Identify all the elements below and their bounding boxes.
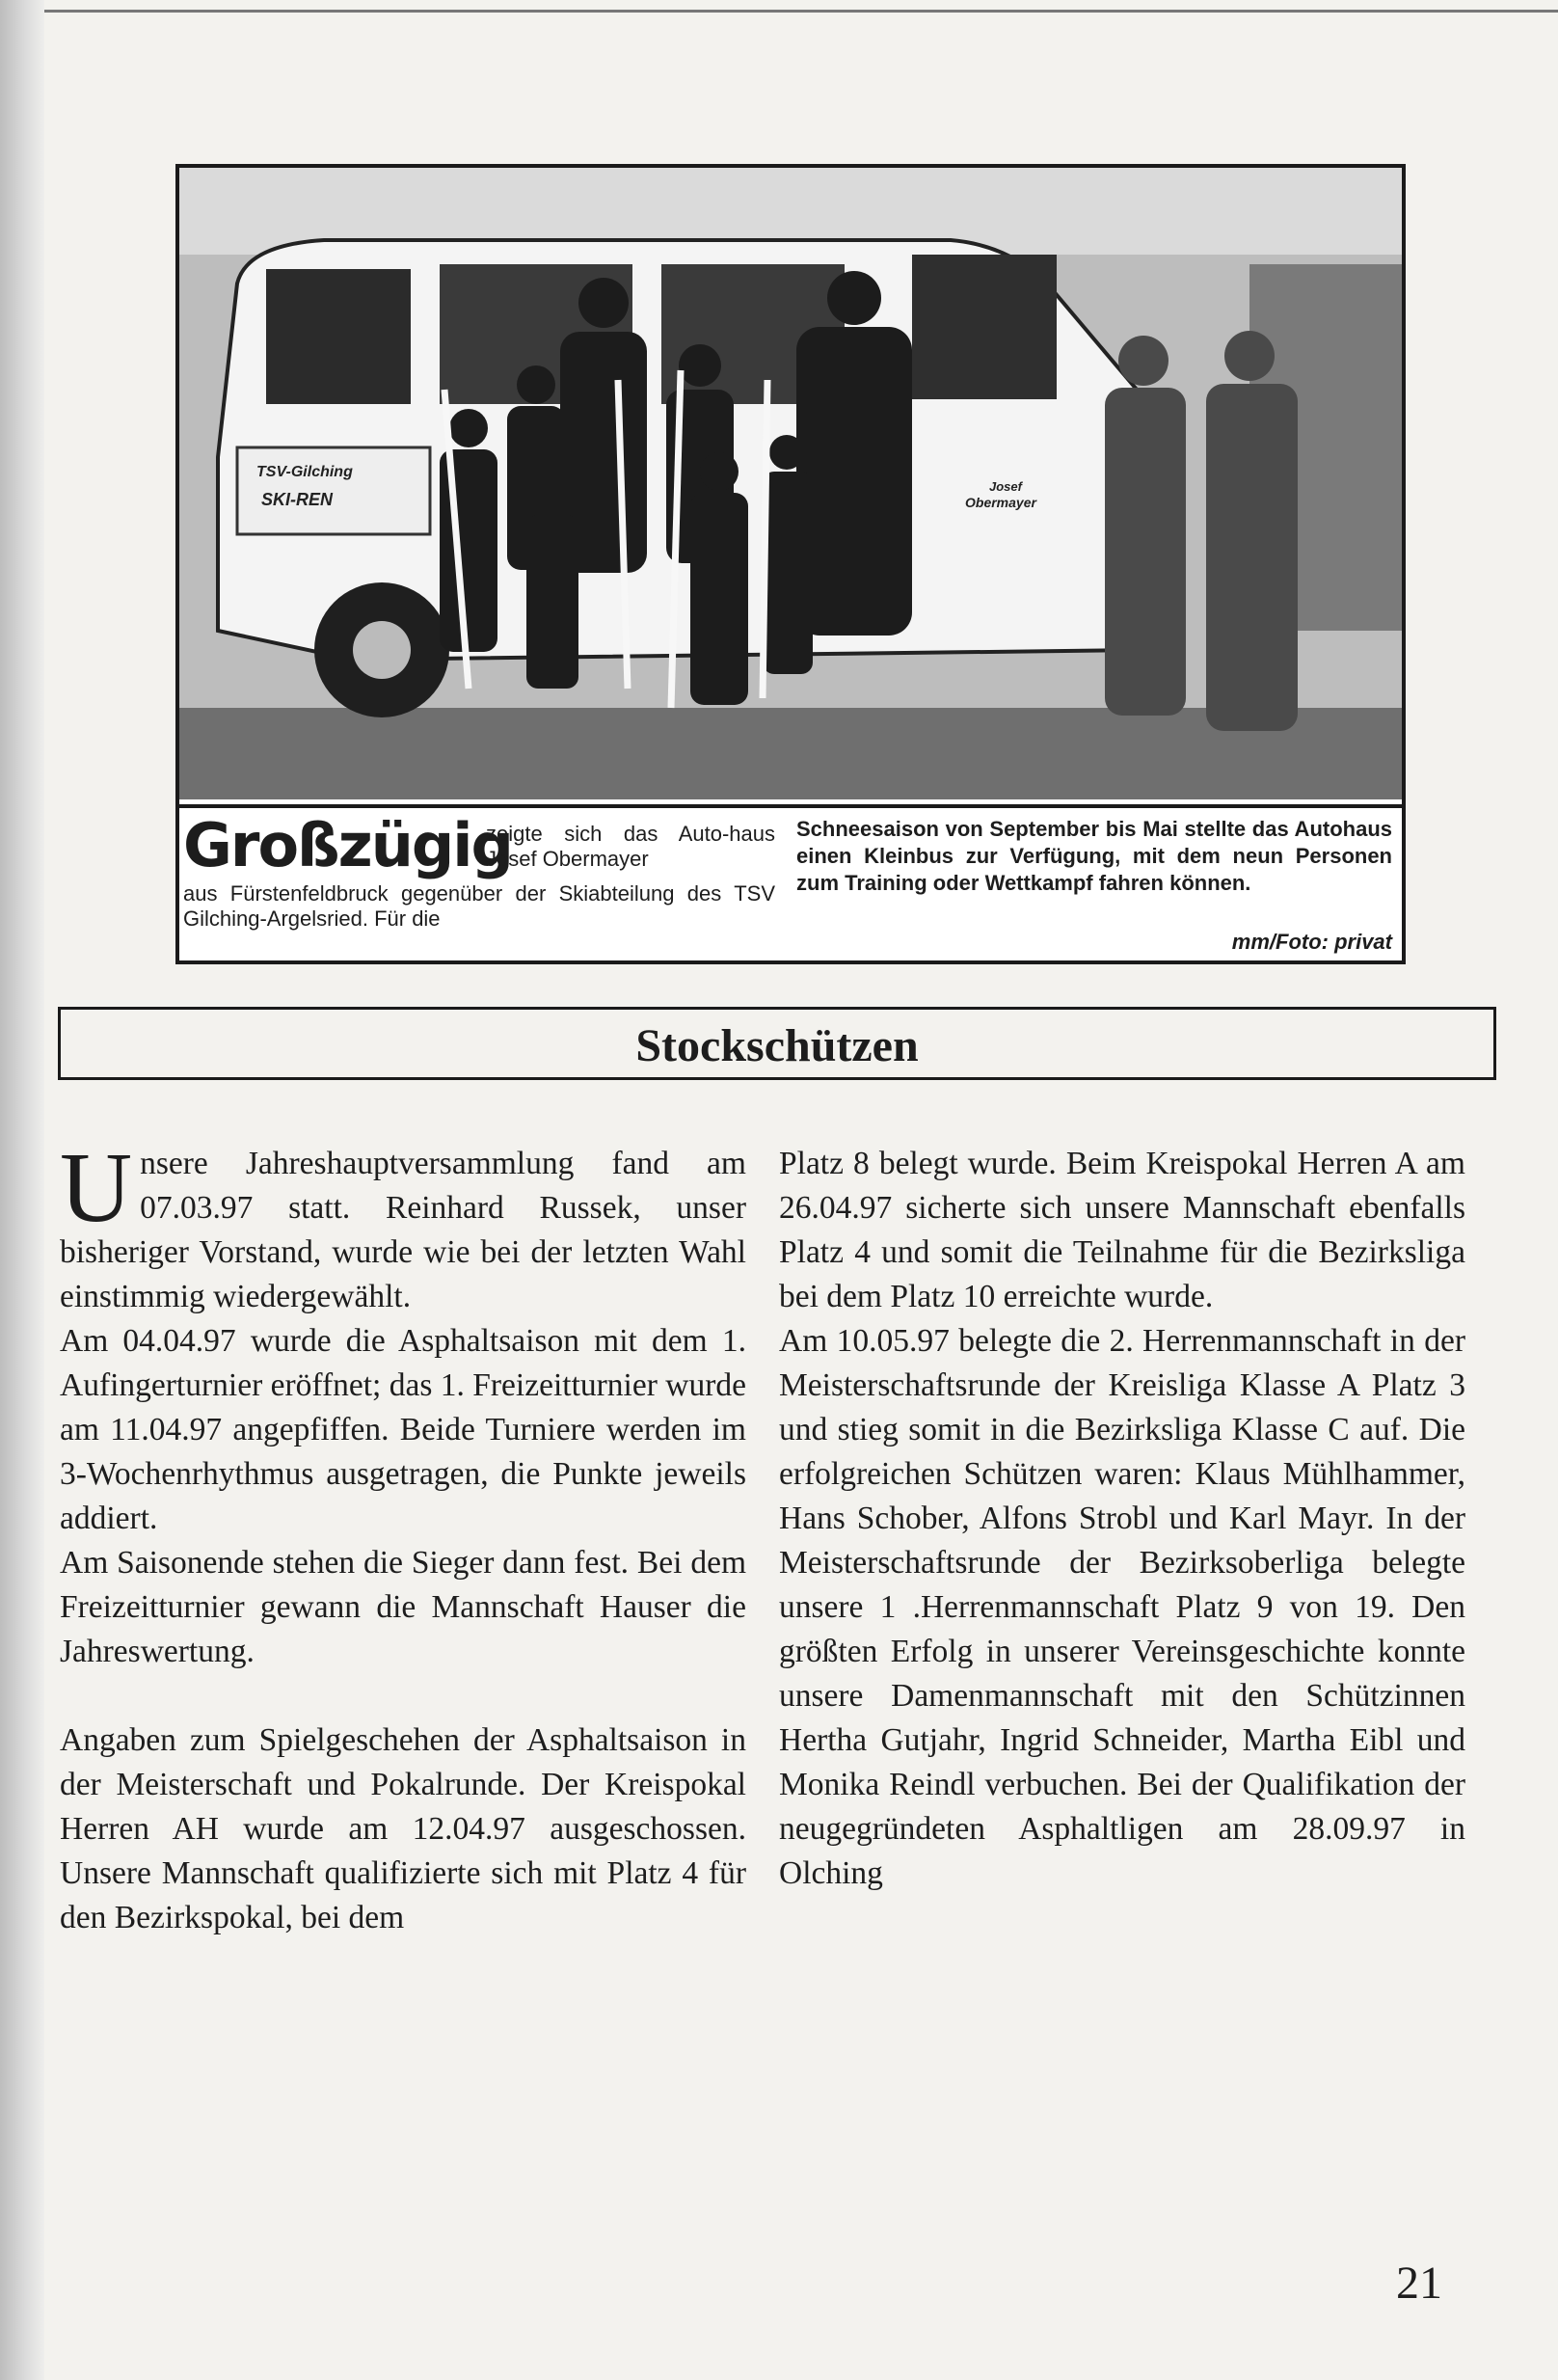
caption-first-lines: zeigte sich das Auto-haus Josef Obermayer	[486, 822, 775, 871]
photo-minibus-group	[179, 168, 1402, 799]
paragraph-3: Am Saisonende stehen die Sieger dann fest. Bei dem Freizeitturnier gewann die Mannschaft Hauser die Jahreswertung.	[60, 1545, 746, 1669]
section-title: Stockschützen	[635, 1020, 919, 1071]
paragraph-2: Am 04.04.97 wurde die Asphaltsaison mit dem 1. Aufingerturnier eröffnet; das 1. Freizeitturnier wurde am 11.04.97 angepfiffen. Beide Turniere werden im 3-Wochenrhythmus ausgetragen, die Punkte jeweils addiert.	[60, 1323, 746, 1536]
caption-right-text: Schneesaison von September bis Mai stellte das Autohaus einen Kleinbus zur Verfügung, mit dem neun Personen zum Training oder Wettkampf fahren können.	[796, 817, 1392, 895]
photo-credit: mm/Foto: privat	[1231, 930, 1392, 954]
clipping-caption	[179, 804, 1402, 960]
bus-sign-line1: TSV-Gilching	[256, 464, 353, 480]
paragraph-1	[60, 1132, 746, 1319]
caption-left-text: aus Fürstenfeldbruck gegenüber der Skiabteilung des TSV Gilching-Argelsried. Für die	[183, 881, 775, 931]
paragraph-6: Am 10.05.97 belegte die 2. Herrenmannschaft in der Meisterschaftsrunde der Kreisliga Klasse A Platz 3 und stieg somit in die Bezirksliga Klasse C auf. Die erfolgreichen Schützen waren: Klaus Mühlhammer, Hans Schober, Alfons Strobl und Karl Mayr. In der Meisterschaftsrunde der Bezirksoberliga belegte unsere 1 .Herrenmannschaft Platz 9 von 19. Den größten Erfolg in unserer Vereinsgeschichte konnte unsere Damenmannschaft mit den Schützinnen Hertha Gutjahr, Ingrid Schneider, Martha Eibl und Monika Reindl verbuchen. Bei der Qualifikation der neugegründeten Asphaltligen am 28.09.97 in Olching	[779, 1323, 1465, 1891]
door-logo-line1: Josef	[989, 479, 1022, 494]
caption-left-column	[183, 812, 781, 957]
top-edge-line	[44, 10, 1558, 13]
drop-cap: U	[60, 1132, 133, 1243]
page-number: 21	[1396, 2258, 1442, 2309]
article-column-right	[779, 1142, 1465, 1896]
paragraph-5: Platz 8 belegt wurde. Beim Kreispokal Herren A am 26.04.97 sicherte sich unsere Mannschaft ebenfalls Platz 4 und somit die Teilnahme für die Bezirksliga bei dem Platz 10 erreichte wurde.	[779, 1146, 1465, 1314]
page-gutter-shadow	[0, 0, 44, 2380]
article-column-left	[60, 1132, 746, 1940]
caption-headline: Großzügig	[183, 810, 512, 880]
newspaper-clipping	[175, 164, 1406, 964]
paragraph-1-text: nsere Jahreshauptversammlung fand am 07.03.97 statt. Reinhard Russek, unser bisheriger Vorstand, wurde wie bei der letzten Wahl einstimmig wiedergewählt.	[60, 1146, 746, 1314]
paragraph-4: Angaben zum Spielgeschehen der Asphaltsaison in der Meisterschaft und Pokalrunde. Der Kreispokal Herren AH wurde am 12.04.97 ausgeschossen. Unsere Mannschaft qualifizierte sich mit Platz 4 für den Bezirkspokal, bei dem	[60, 1722, 746, 1935]
bus-sign-line2: SKI-REN	[261, 490, 334, 509]
section-header	[58, 1007, 1496, 1080]
door-logo-line2: Obermayer	[965, 495, 1036, 510]
